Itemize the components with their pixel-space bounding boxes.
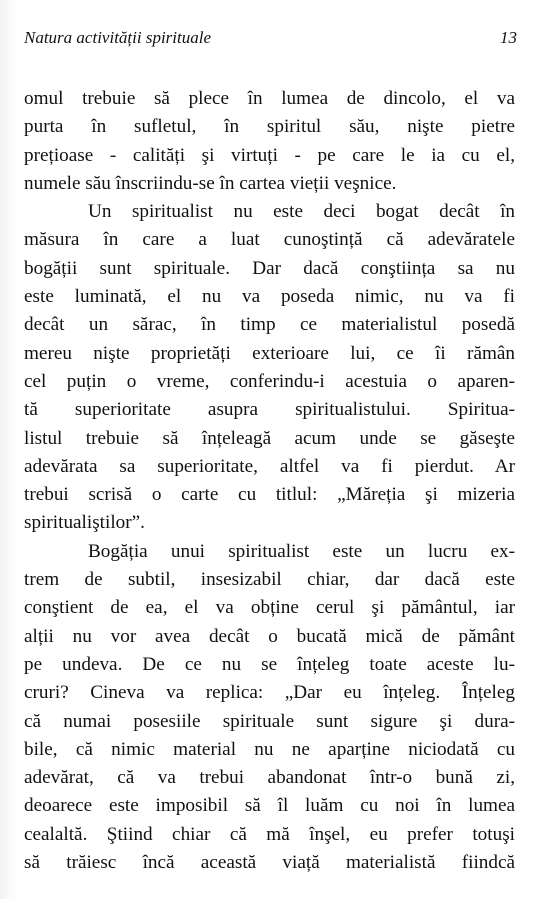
text-line: trebui scrisă o carte cu titlul: „Măreția şi mizeria [24,484,515,506]
text-line: să trăiesc încă această viață materialistă fiindcă [24,852,515,874]
text-line: măsura în care a luat cunoştință că adevăratele [24,229,515,251]
text-line: bile, că nimic material nu ne aparține niciodată cu [24,738,515,760]
text-line: este luminată, el nu va poseda nimic, nu va fi [24,286,515,308]
text-line: Un spiritualist nu este deci bogat decât în [88,201,515,223]
chapter-title: Natura activității spirituale [24,28,211,47]
text-line: adevărata sa superioritate, altfel va fi pierdut. Ar [24,455,515,477]
page-number: 13 [500,28,517,47]
text-line: deoarece este imposibil să îl luăm cu noi în lumea [24,795,515,817]
text-line: mereu nişte proprietăți exterioare lui, ce îi rămân [24,342,515,364]
running-header [24,28,517,52]
text-line: Bogăția unui spiritualist este un lucru ex- [88,540,515,562]
text-line: cel puțin o vreme, conferindu-i acestuia o aparen- [24,370,515,392]
text-line: purta în sufletul, în spiritul său, nişte pietre [24,116,515,138]
text-line: numele său înscriindu-se în cartea vieții veşnice. [24,172,397,194]
text-line: bogății sunt spirituale. Dar dacă conştiința sa nu [24,257,515,279]
text-line: prețioase - calități şi virtuți - pe care le ia cu el, [24,144,515,166]
text-line: tă superioritate asupra spiritualistului. Spiritua- [24,399,515,421]
text-line: spiritualiştilor”. [24,512,145,534]
text-line: conştient de ea, el va obține cerul şi pământul, iar [24,597,515,619]
body-text [24,85,515,877]
text-line: că numai posesiile spirituale sunt sigure şi dura- [24,710,515,732]
text-line: trem de subtil, insesizabil chiar, dar dacă este [24,569,515,591]
text-line: alții nu vor avea decât o bucată mică de pământ [24,625,515,647]
text-line: cruri? Cineva va replica: „Dar eu înțeleg. Înțeleg [24,682,515,704]
text-line: decât un sărac, în timp ce materialistul posedă [24,314,515,336]
text-line: omul trebuie să plece în lumea de dincolo, el va [24,88,515,109]
text-line: cealaltă. Ştiind chiar că mă înşel, eu prefer totuşi [24,823,515,845]
text-line: pe undeva. De ce nu se înțeleg toate aceste lu- [24,653,515,675]
text-line: listul trebuie să înțeleagă acum unde se găseşte [24,427,515,449]
text-line: adevărat, că va trebui abandonat într-o bună zi, [24,767,515,789]
